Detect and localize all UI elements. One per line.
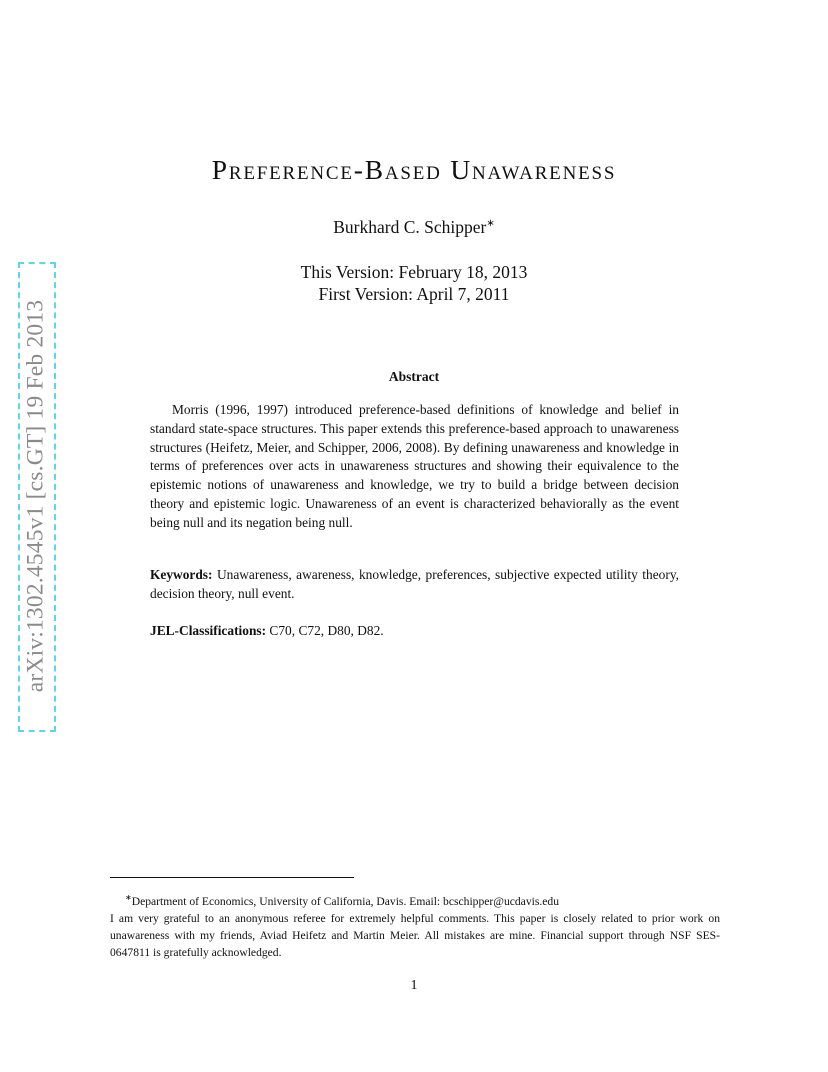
this-version-date: This Version: February 18, 2013	[300, 262, 528, 282]
footnote-rule	[110, 877, 354, 878]
keywords-text: Unawareness, awareness, knowledge, preferences, subjective expected utility theory, decision theory, null event.	[150, 567, 679, 601]
author-line	[0, 217, 828, 238]
footnote-affiliation	[110, 889, 720, 910]
keywords	[150, 566, 679, 604]
arxiv-stamp	[18, 262, 54, 730]
jel-codes: C70, C72, D80, D82.	[269, 623, 384, 638]
abstract-heading: Abstract	[388, 369, 440, 384]
footnote-mark: ∗	[125, 893, 132, 902]
author-name: Burkhard C. Schipper	[333, 217, 487, 237]
footnote	[110, 889, 720, 961]
jel-label: JEL-Classifications:	[150, 623, 267, 638]
keywords-label: Keywords:	[150, 567, 213, 582]
arxiv-stamp-text: arXiv:1302.4545v1 [cs.GT] 19 Feb 2013	[22, 299, 49, 693]
page-number: 1	[410, 978, 418, 993]
jel-classifications	[150, 622, 679, 641]
footnote-affiliation-text: Department of Economics, University of California, Davis. Email: bcschipper@ucdavis.edu	[131, 895, 559, 908]
author-footnote-mark: ∗	[486, 218, 495, 229]
footnote-acknowledgments: I am very grateful to an anonymous referee for extremely helpful comments. This paper is closely related to prior work on unawareness with my friends, Aviad Heifetz and Martin Meier. All mistakes are mine. Financial support through NSF SES-0647811 is gratefully acknowledged.	[110, 912, 720, 959]
paper-title: Preference-Based Unawareness	[211, 154, 617, 185]
first-version-date: First Version: April 7, 2011	[318, 284, 510, 304]
abstract-text: Morris (1996, 1997) introduced preference-based definitions of knowledge and belief in standard state-space structures. This paper extends this preference-based approach to unawareness structures (Heifetz, Meier, and Schipper, 2006, 2008). By defining unawareness and knowledge in terms of preferences over acts in unawareness structures and showing their equivalence to the epistemic notions of unawareness and knowledge, we try to build a bridge between decision theory and epistemic logic. Unawareness of an event is characterized behaviorally as the event being null and its negation being null.	[150, 402, 679, 530]
